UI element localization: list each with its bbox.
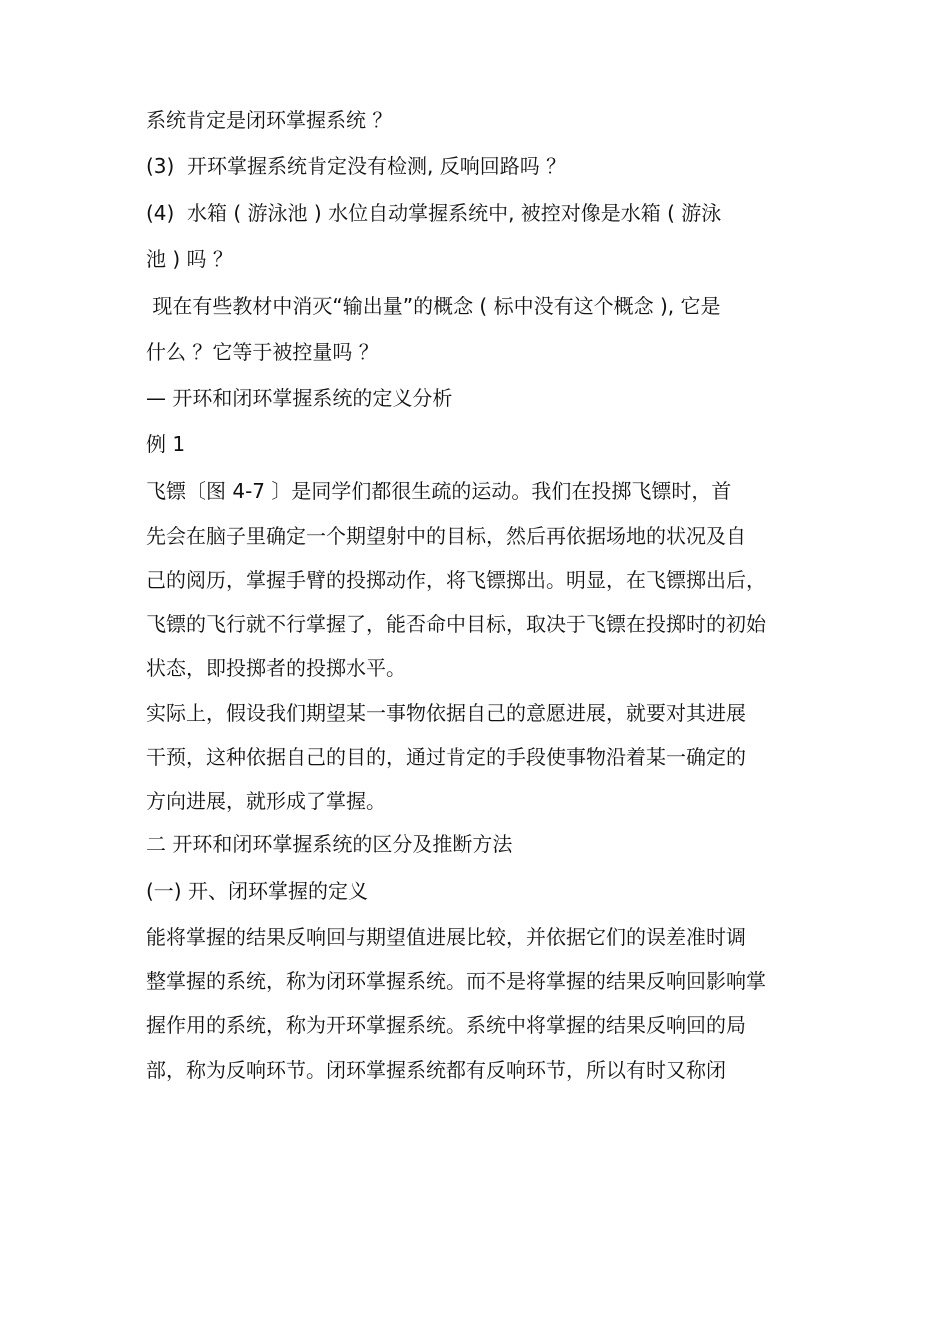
section-heading: — 开环和闭环掌握系统的定义分析 xyxy=(146,386,453,410)
text-line: 飞镖的飞行就不行掌握了，能否命中目标，取决于飞镖在投掷时的初始 xyxy=(146,612,766,636)
text-line: 飞镖〔图 4-7 〕是同学们都很生疏的运动。我们在投掷飞镖时，首 xyxy=(146,479,732,503)
text-line: 什么 ？它等于被控量吗 ？ xyxy=(146,340,379,364)
text-line: 系统肯定是闭环掌握系统 ？ xyxy=(146,108,393,132)
subsection-heading: (一) 开、闭环掌握的定义 xyxy=(146,879,368,903)
section-heading: 二 开环和闭环掌握系统的区分及推断方法 xyxy=(146,832,513,856)
text-line: 握作用的系统，称为开环掌握系统。系统中将掌握的结果反响回的局 xyxy=(146,1013,746,1037)
text-line: 己的阅历，掌握手臂的投掷动作，将飞镖掷出。明显，在飞镖掷出后， xyxy=(146,568,766,592)
text-line: (3) 开环掌握系统肯定没有检测, 反响回路吗 ？ xyxy=(146,154,567,178)
text-line: 先会在脑子里确定一个期望射中的目标，然后再依据场地的状况及自 xyxy=(146,524,746,548)
text-line: 能将掌握的结果反响回与期望值进展比较，并依据它们的误差准时调 xyxy=(146,925,746,949)
text-line: 池 ) 吗 ？ xyxy=(146,247,233,271)
text-line: 部，称为反响环节。闭环掌握系统都有反响环节，所以有时又称闭 xyxy=(146,1058,726,1082)
text-line: 干预，这种依据自己的目的，通过肯定的手段使事物沿着某一确定的 xyxy=(146,745,746,769)
text-line: 状态，即投掷者的投掷水平。 xyxy=(146,656,406,680)
text-line: (4) 水箱 ( 游泳池 ) 水位自动掌握系统中, 被控对像是水箱 ( 游泳 xyxy=(146,201,722,225)
text-line: 整掌握的系统，称为闭环掌握系统。而不是将掌握的结果反响回影响掌 xyxy=(146,969,766,993)
text-line: 方向进展，就形成了掌握。 xyxy=(146,789,386,813)
text-line: 现在有些教材中消灭“输出量”的概念 ( 标中没有这个概念 ), 它是 xyxy=(146,294,721,318)
example-label: 例 1 xyxy=(146,432,186,456)
text-line: 实际上，假设我们期望某一事物依据自己的意愿进展，就要对其进展 xyxy=(146,701,746,725)
